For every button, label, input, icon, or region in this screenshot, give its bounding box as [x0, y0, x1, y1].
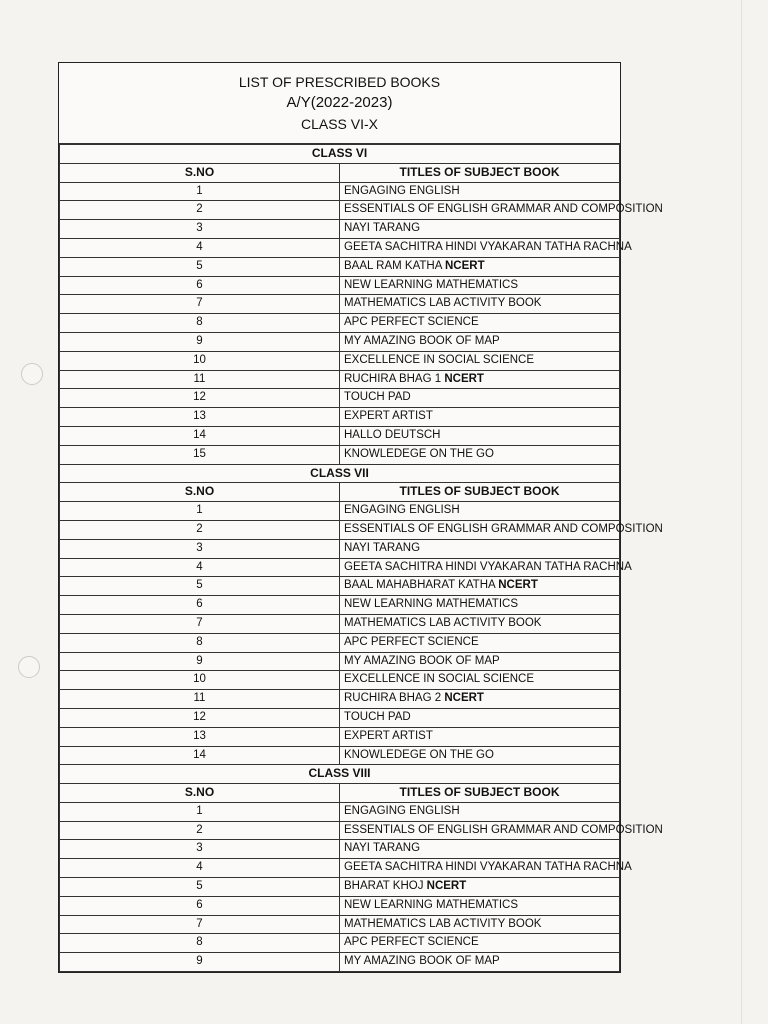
books-table — [59, 144, 663, 972]
book-title-cell — [340, 201, 663, 220]
book-title: KNOWLEDEGE ON THE GO — [344, 447, 494, 460]
book-title: ENGAGING ENGLISH — [344, 504, 460, 517]
book-title-cell — [340, 502, 620, 521]
book-title: BAAL MAHABHARAT KATHA — [344, 579, 499, 592]
class-heading-row — [60, 765, 620, 784]
publisher-tag: NCERT — [444, 692, 484, 705]
book-title: APC PERFECT SCIENCE — [344, 316, 479, 329]
book-title-cell — [340, 558, 632, 577]
serial-number: 6 — [60, 596, 340, 615]
book-title: NAYI TARANG — [344, 541, 421, 554]
table-row — [60, 934, 620, 953]
book-title-cell — [340, 652, 620, 671]
punch-hole — [21, 363, 43, 385]
serial-number: 5 — [60, 577, 340, 596]
publisher-tag: NCERT — [426, 880, 467, 893]
serial-number: 4 — [60, 238, 340, 257]
book-title: GEETA SACHITRA HINDI VYAKARAN TATHA RACHNA — [344, 240, 632, 253]
class-heading: CLASS VI — [60, 145, 620, 164]
table-row — [60, 182, 620, 201]
serial-number: 6 — [60, 276, 340, 295]
book-title-cell — [340, 915, 620, 934]
table-row — [60, 652, 620, 671]
column-header-row — [60, 483, 620, 502]
book-title-cell — [340, 332, 620, 351]
book-title-cell — [340, 727, 620, 746]
table-row — [60, 746, 620, 765]
serial-number: 10 — [60, 671, 340, 690]
serial-number: 1 — [60, 802, 340, 821]
book-title: NEW LEARNING MATHEMATICS — [344, 278, 518, 291]
table-row — [60, 426, 620, 445]
book-title-cell — [340, 238, 632, 257]
table-row — [60, 727, 620, 746]
serial-number: 3 — [60, 220, 340, 239]
book-title: EXPERT ARTIST — [344, 410, 433, 423]
book-title: ENGAGING ENGLISH — [344, 804, 460, 817]
book-title-cell — [340, 257, 620, 276]
document-title: LIST OF PRESCRIBED BOOKS — [238, 74, 441, 90]
book-title: BAAL RAM KATHA — [344, 259, 445, 272]
book-title-cell — [340, 577, 620, 596]
serial-number: 12 — [60, 389, 340, 408]
book-title-cell — [340, 182, 620, 201]
class-heading: CLASS VIII — [60, 765, 620, 784]
book-title: NEW LEARNING MATHEMATICS — [344, 898, 518, 911]
book-title-cell — [340, 708, 620, 727]
book-title: MATHEMATICS LAB ACTIVITY BOOK — [344, 616, 542, 629]
serial-number: 2 — [60, 821, 340, 840]
serial-number: 11 — [60, 690, 340, 709]
publisher-tag: NCERT — [444, 372, 484, 385]
book-title-cell — [340, 878, 620, 897]
table-row — [60, 614, 620, 633]
book-list-document — [58, 62, 663, 973]
book-title: MATHEMATICS LAB ACTIVITY BOOK — [344, 297, 542, 310]
book-title: ESSENTIALS OF ENGLISH GRAMMAR AND COMPOSITION — [344, 522, 663, 535]
sno-header: S.NO — [60, 163, 340, 182]
serial-number: 6 — [60, 896, 340, 915]
book-title: ESSENTIALS OF ENGLISH GRAMMAR AND COMPOSITION — [344, 203, 663, 216]
book-title-cell — [340, 934, 620, 953]
serial-number: 5 — [60, 257, 340, 276]
book-title-cell — [340, 408, 620, 427]
serial-number: 9 — [60, 652, 340, 671]
table-row — [60, 351, 620, 370]
sno-header: S.NO — [60, 784, 340, 803]
publisher-tag: NCERT — [444, 259, 485, 272]
table-row — [60, 821, 620, 840]
serial-number: 13 — [60, 727, 340, 746]
table-row — [60, 596, 620, 615]
book-title-cell — [340, 389, 620, 408]
sno-header: S.NO — [60, 483, 340, 502]
table-row — [60, 915, 620, 934]
serial-number: 7 — [60, 614, 340, 633]
page-edge-line — [741, 0, 742, 1024]
serial-number: 12 — [60, 708, 340, 727]
book-title-cell — [340, 896, 620, 915]
book-title-cell — [340, 633, 620, 652]
book-title-cell — [340, 539, 620, 558]
table-row — [60, 859, 620, 878]
book-title: MY AMAZING BOOK OF MAP — [344, 654, 500, 667]
book-title: EXCELLENCE IN SOCIAL SCIENCE — [344, 353, 535, 366]
serial-number: 3 — [60, 539, 340, 558]
table-row — [60, 840, 620, 859]
column-header-row — [60, 784, 620, 803]
book-title-cell — [340, 821, 663, 840]
serial-number: 8 — [60, 934, 340, 953]
class-range: CLASS VI-X — [300, 116, 379, 132]
book-title: EXPERT ARTIST — [344, 729, 433, 742]
table-row — [60, 201, 620, 220]
book-title: GEETA SACHITRA HINDI VYAKARAN TATHA RACHNA — [344, 861, 632, 874]
serial-number: 7 — [60, 915, 340, 934]
book-title: MY AMAZING BOOK OF MAP — [344, 334, 500, 347]
book-title-cell — [340, 614, 620, 633]
title-header: TITLES OF SUBJECT BOOK — [340, 163, 620, 182]
table-row — [60, 445, 620, 464]
book-title-cell — [340, 746, 620, 765]
table-row — [60, 332, 620, 351]
book-title: NAYI TARANG — [344, 842, 421, 855]
table-row — [60, 238, 620, 257]
table-row — [60, 878, 620, 897]
book-title: APC PERFECT SCIENCE — [344, 936, 479, 949]
book-title: NAYI TARANG — [344, 222, 421, 235]
book-title-cell — [340, 426, 620, 445]
serial-number: 11 — [60, 370, 340, 389]
book-title: RUCHIRA BHAG 2 — [344, 692, 445, 705]
book-title-cell — [340, 520, 663, 539]
table-row — [60, 408, 620, 427]
book-title: ESSENTIALS OF ENGLISH GRAMMAR AND COMPOSITION — [344, 823, 663, 836]
academic-year: A/Y(2022-2023) — [286, 94, 393, 111]
table-row — [60, 520, 620, 539]
book-title-cell — [340, 295, 620, 314]
serial-number: 13 — [60, 408, 340, 427]
book-title: ENGAGING ENGLISH — [344, 184, 460, 197]
book-title-cell — [340, 445, 620, 464]
table-row — [60, 539, 620, 558]
table-row — [60, 558, 620, 577]
book-title-cell — [340, 276, 620, 295]
serial-number: 9 — [60, 953, 340, 972]
book-title: BHARAT KHOJ — [344, 880, 427, 893]
serial-number: 4 — [60, 558, 340, 577]
serial-number: 14 — [60, 426, 340, 445]
title-header: TITLES OF SUBJECT BOOK — [340, 784, 620, 803]
book-title-cell — [340, 802, 620, 821]
book-title-cell — [340, 840, 620, 859]
table-row — [60, 370, 620, 389]
book-title: EXCELLENCE IN SOCIAL SCIENCE — [344, 673, 535, 686]
book-title: MY AMAZING BOOK OF MAP — [344, 955, 500, 968]
table-row — [60, 295, 620, 314]
table-row — [60, 276, 620, 295]
book-title-cell — [340, 351, 620, 370]
book-title: KNOWLEDEGE ON THE GO — [344, 748, 494, 761]
table-row — [60, 690, 620, 709]
serial-number: 10 — [60, 351, 340, 370]
serial-number: 2 — [60, 520, 340, 539]
punch-hole — [18, 656, 40, 678]
table-row — [60, 708, 620, 727]
book-title-cell — [340, 314, 620, 333]
book-title-cell — [340, 370, 620, 389]
table-row — [60, 577, 620, 596]
serial-number: 14 — [60, 746, 340, 765]
book-title-cell — [340, 859, 632, 878]
publisher-tag: NCERT — [498, 579, 538, 592]
book-title-cell — [340, 596, 620, 615]
serial-number: 8 — [60, 314, 340, 333]
class-heading-row — [60, 145, 620, 164]
class-heading-row — [60, 464, 620, 483]
book-title: NEW LEARNING MATHEMATICS — [344, 598, 518, 611]
table-row — [60, 896, 620, 915]
serial-number: 1 — [60, 182, 340, 201]
serial-number: 4 — [60, 859, 340, 878]
book-title: TOUCH PAD — [344, 391, 411, 404]
serial-number: 9 — [60, 332, 340, 351]
table-row — [60, 502, 620, 521]
book-title-cell — [340, 220, 620, 239]
serial-number: 15 — [60, 445, 340, 464]
book-title-cell — [340, 690, 620, 709]
title-header: TITLES OF SUBJECT BOOK — [340, 483, 620, 502]
book-title: HALLO DEUTSCH — [344, 428, 441, 441]
table-row — [60, 220, 620, 239]
table-row — [60, 953, 620, 972]
table-row — [60, 671, 620, 690]
table-row — [60, 257, 620, 276]
serial-number: 1 — [60, 502, 340, 521]
table-row — [60, 802, 620, 821]
book-title: MATHEMATICS LAB ACTIVITY BOOK — [344, 917, 542, 930]
book-title-cell — [340, 953, 620, 972]
book-title: APC PERFECT SCIENCE — [344, 635, 479, 648]
table-row — [60, 389, 620, 408]
serial-number: 7 — [60, 295, 340, 314]
book-title: RUCHIRA BHAG 1 — [344, 372, 445, 385]
column-header-row — [60, 163, 620, 182]
serial-number: 2 — [60, 201, 340, 220]
book-title: GEETA SACHITRA HINDI VYAKARAN TATHA RACHNA — [344, 560, 632, 573]
serial-number: 5 — [60, 878, 340, 897]
serial-number: 8 — [60, 633, 340, 652]
document-header — [59, 63, 620, 144]
book-title-cell — [340, 671, 620, 690]
table-row — [60, 633, 620, 652]
class-heading: CLASS VII — [60, 464, 620, 483]
serial-number: 3 — [60, 840, 340, 859]
table-row — [60, 314, 620, 333]
book-title: TOUCH PAD — [344, 710, 411, 723]
